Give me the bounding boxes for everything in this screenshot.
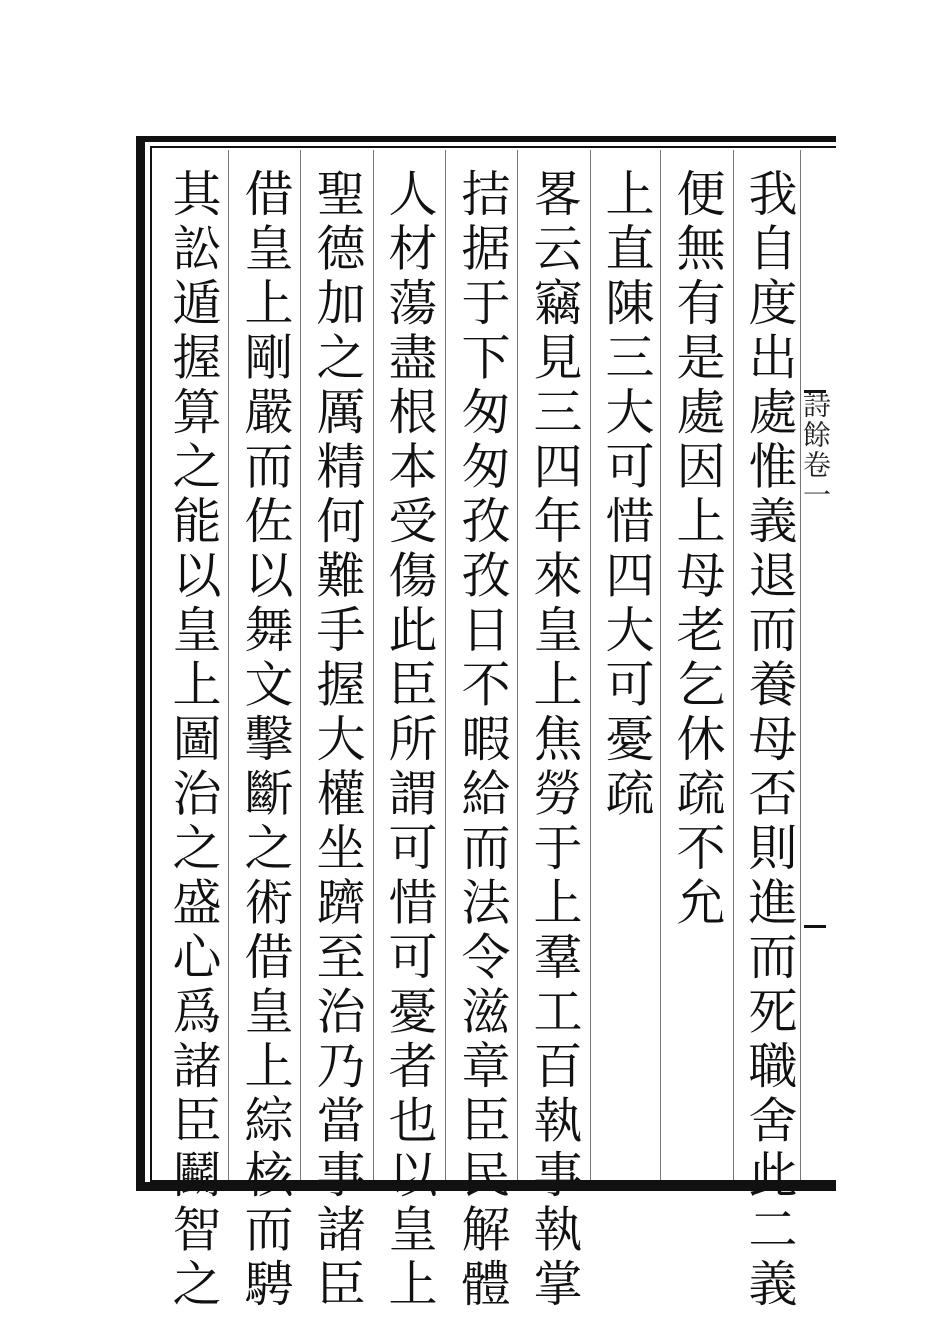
text-column-1: 我自度出處惟義退而養母否則進而死職舍此二義 bbox=[741, 168, 798, 1313]
text-column-3: 上直陳三大可惜四大可憂疏 bbox=[598, 168, 655, 822]
column-rule bbox=[590, 150, 591, 1180]
column-rule bbox=[300, 150, 301, 1180]
column-rule bbox=[373, 150, 374, 1180]
column-rule bbox=[660, 150, 661, 1180]
column-rule bbox=[517, 150, 518, 1180]
text-column-8: 借皇上剛嚴而佐以舞文擊斷之術借皇上綜核而騁 bbox=[237, 168, 294, 1313]
text-column-2: 便無有是處因上母老乞休疏不允 bbox=[669, 168, 726, 931]
fold-title: 詩餘卷一 bbox=[799, 390, 832, 510]
text-column-5: 拮据于下匆匆孜孜日不暇給而法令滋章臣民解體 bbox=[454, 168, 511, 1313]
fold-strip bbox=[800, 150, 830, 1180]
column-rule bbox=[733, 150, 734, 1180]
text-column-7: 聖德加之厲精何難手握大權坐躋至治乃當事諸臣 bbox=[309, 168, 366, 1313]
text-column-6: 人材蕩盡根本受傷此臣所謂可惜可憂者也以皇上 bbox=[381, 168, 438, 1313]
column-rule bbox=[228, 150, 229, 1180]
column-rule bbox=[445, 150, 446, 1180]
text-column-4: 畧云竊見三四年來皇上焦勞于上羣工百執事執掌 bbox=[526, 168, 583, 1313]
fish-tail-mark bbox=[804, 925, 826, 928]
text-column-9: 其訟遁握算之能以皇上圖治之盛心爲諸臣鬬智之 bbox=[165, 168, 222, 1313]
